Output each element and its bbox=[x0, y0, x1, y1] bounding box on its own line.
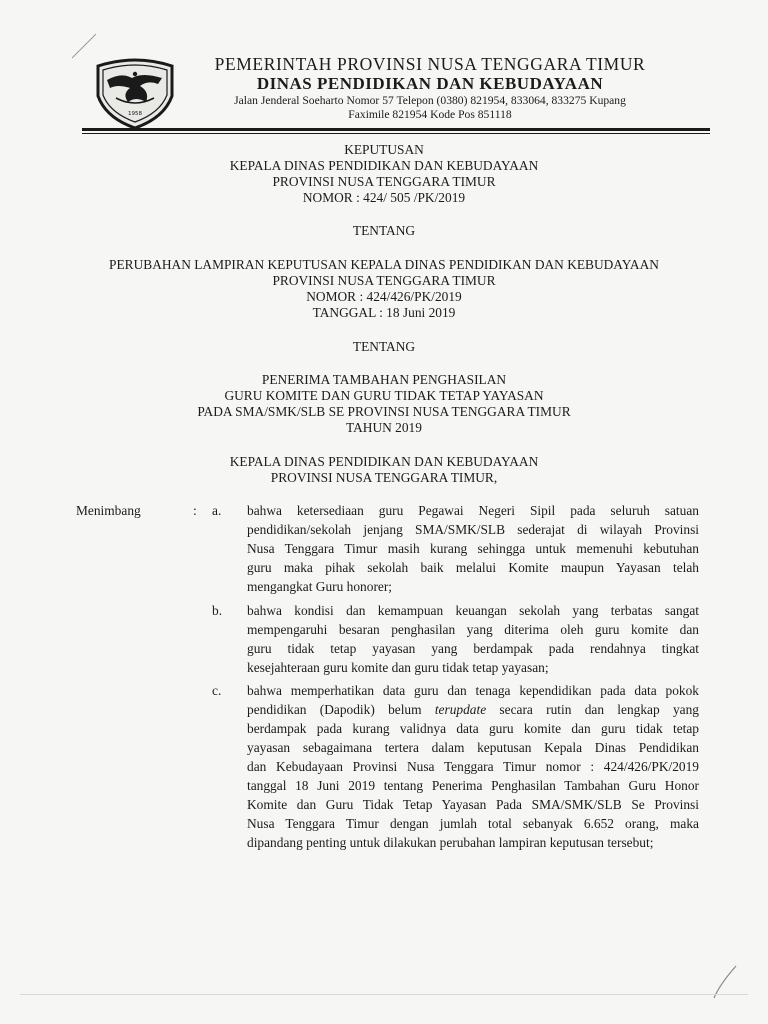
head-line1: KEPALA DINAS PENDIDIKAN DAN KEBUDAYAAN bbox=[229, 454, 539, 469]
item-marker-c: c. bbox=[212, 683, 222, 698]
letterhead-thick-rule bbox=[82, 128, 710, 131]
item-c-line: tanggal 18 Juni 2019 tentang Penerima Penghasilan Tambahan Guru Honor bbox=[247, 778, 699, 793]
decree-issuer-line2: PROVINSI NUSA TENGGARA TIMUR bbox=[272, 174, 496, 189]
letterhead-fax: Faximile 821954 Kode Pos 851118 bbox=[348, 108, 512, 121]
letterhead-address: Jalan Jenderal Soeharto Nomor 57 Telepon (0380) 821954, 833064, 833275 Kupang bbox=[234, 94, 626, 107]
pen-stroke-mark bbox=[706, 962, 746, 1002]
pen-stroke-mark bbox=[70, 30, 100, 60]
item-c-line: dan Kebudayaan Provinsi Nusa Tenggara Timur nomor : 424/426/PK/2019 bbox=[247, 759, 699, 774]
item-text-b bbox=[247, 601, 699, 677]
item-marker-b: b. bbox=[212, 603, 223, 618]
amendment-number: NOMOR : 424/426/PK/2019 bbox=[306, 289, 462, 304]
amendment-line1: PERUBAHAN LAMPIRAN KEPUTUSAN KEPALA DINAS PENDIDIKAN DAN KEBUDAYAAN bbox=[109, 257, 659, 272]
decree-number: NOMOR : 424/ 505 /PK/2019 bbox=[302, 190, 466, 205]
subject-line3: PADA SMA/SMK/SLB SE PROVINSI NUSA TENGGARA TIMUR bbox=[197, 404, 571, 419]
amendment-date: TANGGAL : 18 Juni 2019 bbox=[312, 305, 456, 320]
scan-edge-line bbox=[20, 994, 748, 995]
head-line2: PROVINSI NUSA TENGGARA TIMUR, bbox=[270, 470, 498, 485]
item-c-italic: terupdate bbox=[434, 702, 487, 717]
item-c-line: Nusa Tenggara Timur dengan jumlah total sebanyak 6.652 orang, maka bbox=[247, 816, 699, 831]
provincial-emblem-icon bbox=[92, 52, 178, 130]
considering-label: Menimbang bbox=[76, 503, 141, 518]
item-a-line: Nusa Tenggara Timur masih kurang sehingga untuk memenuhi kebutuhan bbox=[247, 541, 699, 556]
subject-line4: TAHUN 2019 bbox=[346, 420, 422, 435]
item-b-line: kesejahteraan guru komite dan guru tidak tetap yayasan; bbox=[247, 660, 549, 675]
item-c-line: berdampak pada kurang validnya data guru komite dan guru tidak tetap bbox=[247, 721, 699, 736]
about-heading-1: TENTANG bbox=[352, 223, 416, 238]
amendment-line2: PROVINSI NUSA TENGGARA TIMUR bbox=[272, 273, 496, 288]
item-c-line: yayasan sebagaimana tertera dalam keputusan Kepala Dinas Pendidikan bbox=[247, 740, 699, 755]
item-b-line: mempengaruhi besaran penghasilan yang diterima oleh guru komite dan bbox=[247, 622, 699, 637]
decree-issuer-line1: KEPALA DINAS PENDIDIKAN DAN KEBUDAYAAN bbox=[229, 158, 539, 173]
item-text-c bbox=[247, 681, 699, 852]
item-c-line: Komite dan Guru Tidak Tetap Yayasan Pada SMA/SMK/SLB Se Provinsi bbox=[247, 797, 699, 812]
item-marker-a: a. bbox=[212, 503, 222, 518]
subject-line1: PENERIMA TAMBAHAN PENGHASILAN bbox=[261, 372, 507, 387]
letterhead-thin-rule bbox=[82, 133, 710, 134]
item-a-line: pendidikan/sekolah jenjang SMA/SMK/SLB sederajat di wilayah Provinsi bbox=[247, 522, 699, 537]
subject-line2: GURU KOMITE DAN GURU TIDAK TETAP YAYASAN bbox=[224, 388, 544, 403]
item-c-text: pendidikan (Dapodik) belum bbox=[247, 702, 435, 717]
item-c-line: bahwa memperhatikan data guru dan tenaga kependidikan pada data pokok bbox=[247, 683, 699, 698]
letterhead-agency: DINAS PENDIDIKAN DAN KEBUDAYAAN bbox=[256, 74, 604, 93]
considering-colon: : bbox=[193, 503, 197, 518]
item-a-line: bahwa ketersediaan guru Pegawai Negeri Sipil pada seluruh satuan bbox=[247, 503, 699, 518]
item-c-line: dipandang penting untuk dilakukan perubahan lampiran keputusan tersebut; bbox=[247, 835, 654, 850]
item-a-line: mengangkat Guru honorer; bbox=[247, 579, 393, 594]
item-c-line bbox=[247, 700, 699, 719]
item-c-text: secara rutin dan lengkap yang bbox=[486, 702, 699, 717]
item-b-line: guru tidak tetap yayasan yang berdampak pada rendahnya tingkat bbox=[247, 641, 699, 656]
about-heading-2: TENTANG bbox=[352, 339, 416, 354]
item-a-line: guru maka pihak sekolah baik melalui Komite maupun Yayasan telah bbox=[247, 560, 699, 575]
item-b-line: bahwa kondisi dan kemampuan keuangan sekolah yang terbatas sangat bbox=[247, 603, 699, 618]
decree-title: KEPUTUSAN bbox=[344, 142, 424, 157]
letterhead-government: PEMERINTAH PROVINSI NUSA TENGGARA TIMUR bbox=[214, 54, 646, 74]
item-text-a bbox=[247, 501, 699, 596]
emblem-year: 1958 bbox=[128, 111, 142, 117]
